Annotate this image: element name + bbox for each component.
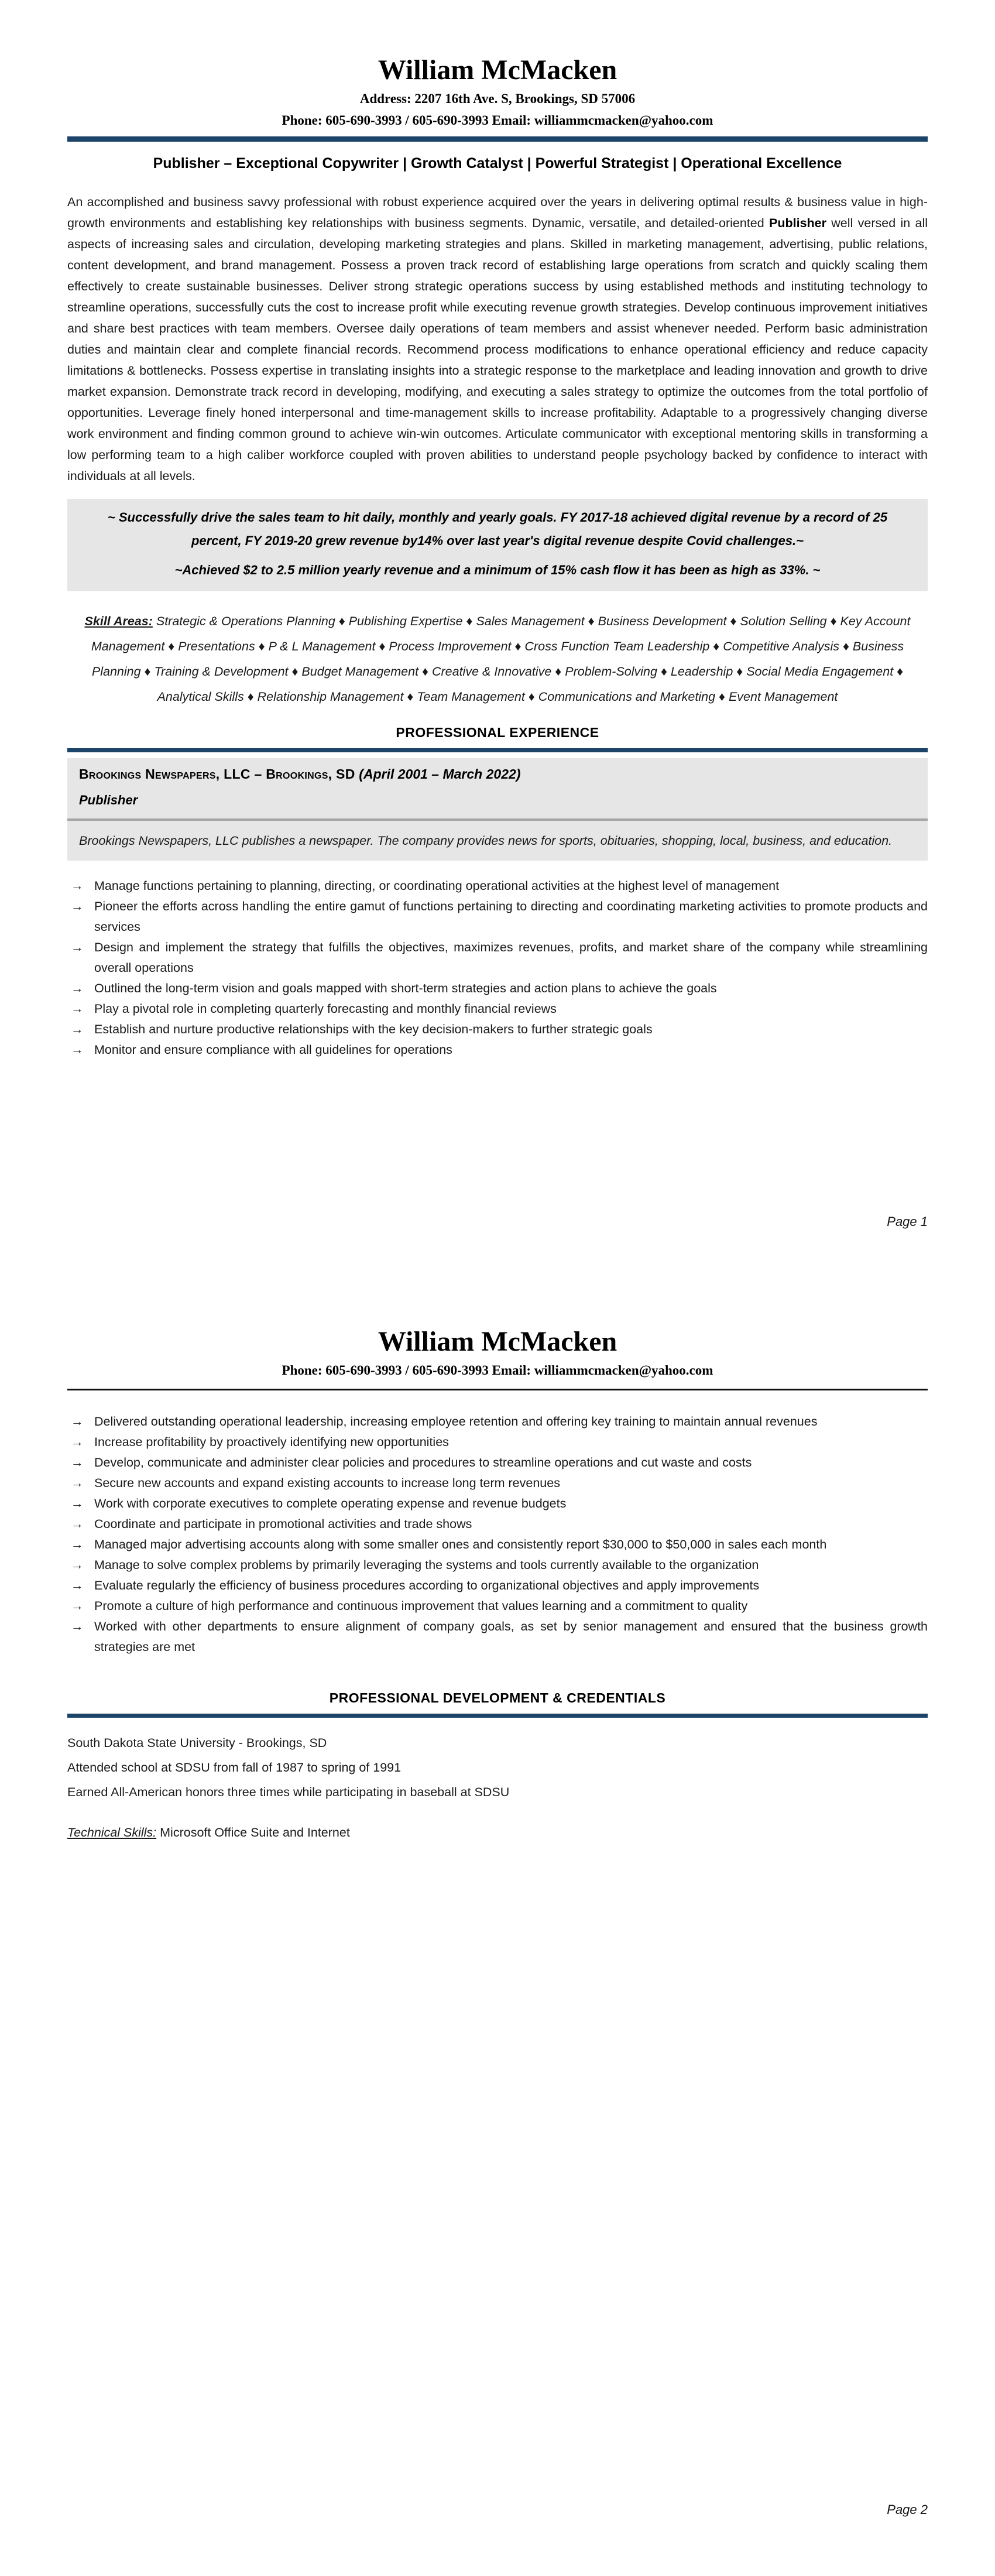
- contact-line: Phone: 605-690-3993 / 605-690-3993 Email: williammcmacken@yahoo.com: [282, 113, 713, 128]
- bullet-item: [67, 1514, 928, 1534]
- bullet-text: Play a pivotal role in completing quarterly forecasting and monthly financial reviews: [94, 1002, 557, 1016]
- achievement-line-2: ~Achieved $2 to 2.5 million yearly revenue and a minimum of 15% cash flow it has been as high as 33%. ~: [174, 563, 821, 578]
- resume-page-2: [0, 1288, 995, 2576]
- bullet-item: [67, 1432, 928, 1453]
- section-heading-experience: PROFESSIONAL EXPERIENCE: [396, 725, 599, 741]
- education-line: South Dakota State University - Brookings, SD: [67, 1736, 327, 1751]
- arrow-bullet-icon: →: [71, 940, 84, 955]
- bullet-item: [67, 1473, 928, 1493]
- education-lines: [67, 1731, 928, 1804]
- job-title: Publisher: [79, 793, 138, 808]
- experience-bullets-page2: [67, 1412, 928, 1657]
- bullet-item: [67, 1534, 928, 1555]
- page-number-footer: Page 2: [887, 2502, 928, 2517]
- bullet-text: Pioneer the efforts across handling the entire gamut of functions pertaining to directing and coordinating marketing activities to promote products and services: [94, 899, 928, 934]
- bullet-item: [67, 937, 928, 978]
- bullet-text: Promote a culture of high performance and continuous improvement that values learning and a commitment to quality: [94, 1599, 748, 1614]
- arrow-bullet-icon: →: [71, 981, 84, 996]
- company-name: Brookings Newspapers, LLC – Brookings, SD: [79, 766, 359, 782]
- bullet-text: Outlined the long-term vision and goals mapped with short-term strategies and action plans to achieve the goals: [94, 981, 717, 996]
- arrow-bullet-icon: →: [71, 1435, 84, 1450]
- bullet-item: [67, 896, 928, 937]
- bullet-text: Manage functions pertaining to planning, directing, or coordinating operational activities at the highest level of management: [94, 879, 780, 893]
- bullet-text: Design and implement the strategy that fulfills the objectives, maximizes revenues, profits, and market share of the company while streamlining overall operations: [94, 940, 928, 975]
- summary-text-suffix: well versed in all aspects of increasing sales and circulation, developing marketing strategies and plans. Skilled in marketing management, advertising, public relations, content development, and brand management. Possess a proven track record of establishing large operations from scratch and quickly scaling them effectively to create sustainable businesses. Deliver strong strategic operations success by using established methods and instituting technology to streamline operations, successfully cuts the cost to increase profit while executing revenue growth strategies. Develop continuous improvement initiatives and share best practices with team members. Oversee daily operations of team members and assist whenever needed. Perform basic administration duties and maintain clear and complete financial records. Recommend process modifications to enhance operational efficiency and reduce capacity limitations & bottlenecks. Possess expertise in translating insights into a strategic response to the marketplace and leading innovation and growth to drive market expansion. Demonstrate track record in developing, modifying, and executing a sales strategy to optimize the outcomes from the total portfolio of opportunities. Leverage finely honed interpersonal and time-management skills to increase profitability. Adaptable to a progressively changing diverse work environment and finding common ground to achieve win-win outcomes. Articulate communicator with exceptional mentoring skills in transforming a low performing team to a high caliber workforce coupled with proven abilities to understand people psychology backed by confidence to interact with individuals at all levels.: [67, 215, 928, 483]
- company-description: Brookings Newspapers, LLC publishes a newspaper. The company provides news for sports, obituaries, shopping, local, business, and education.: [79, 834, 893, 848]
- candidate-name: William McMacken: [378, 54, 617, 85]
- bullet-item: [67, 1555, 928, 1575]
- bullet-item: [67, 1575, 928, 1596]
- technical-skills-value: Microsoft Office Suite and Internet: [156, 1825, 350, 1840]
- bullet-item: [67, 1412, 928, 1432]
- bullet-text: Establish and nurture productive relationships with the key decision-makers to further strategic goals: [94, 1022, 653, 1037]
- bullet-item: [67, 999, 928, 1019]
- arrow-bullet-icon: →: [71, 1599, 84, 1614]
- skill-areas-list: Strategic & Operations Planning ♦ Publishing Expertise ♦ Sales Management ♦ Business Development ♦ Solution Selling ♦ Key Account Management ♦ Presentations ♦ P & L Management ♦ Process Improvement ♦ Cross Function Team Leadership ♦ Competitive Analysis ♦ Business Planning ♦ Training & Development ♦ Budget Management ♦ Creative & Innovative ♦ Problem-Solving ♦ Leadership ♦ Social Media Engagement ♦ Analytical Skills ♦ Relationship Management ♦ Team Management ♦ Communications and Marketing ♦ Event Management: [91, 614, 911, 704]
- summary-text-prefix: An accomplished and business savvy professional with robust experience acquired over the years in delivering optimal results & business value in high-growth environments and establishing key relationships with business segments. Dynamic, versatile, and detailed-oriented: [67, 194, 928, 230]
- bullet-text: Increase profitability by proactively identifying new opportunities: [94, 1435, 449, 1450]
- bullet-text: Evaluate regularly the efficiency of business procedures according to organizational objectives and apply improvements: [94, 1578, 760, 1593]
- candidate-name: William McMacken: [378, 1326, 617, 1357]
- bullet-item: [67, 1019, 928, 1040]
- bullet-text: Delivered outstanding operational leadership, increasing employee retention and offering key training to maintain annual revenues: [94, 1414, 818, 1429]
- address-line: Address: 2207 16th Ave. S, Brookings, SD 57006: [359, 91, 636, 107]
- arrow-bullet-icon: →: [71, 1619, 84, 1634]
- company-block-divider: [67, 818, 928, 821]
- experience-bullets-page1: [67, 876, 928, 1060]
- headline-title: Publisher – Exceptional Copywriter | Growth Catalyst | Powerful Strategist | Operational Excellence: [153, 155, 842, 172]
- arrow-bullet-icon: →: [71, 1414, 84, 1429]
- bullet-item: [67, 876, 928, 896]
- bullet-text: Secure new accounts and expand existing accounts to increase long term revenues: [94, 1476, 560, 1491]
- achievements-highlight-block: [67, 499, 928, 591]
- arrow-bullet-icon: →: [71, 1558, 84, 1573]
- page-number-footer: Page 1: [887, 1214, 928, 1229]
- arrow-bullet-icon: →: [71, 879, 84, 893]
- bullet-text: Coordinate and participate in promotional activities and trade shows: [94, 1517, 472, 1532]
- arrow-bullet-icon: →: [71, 1455, 84, 1470]
- header-divider-rule: [67, 136, 928, 142]
- bullet-item: [67, 978, 928, 999]
- header-divider-rule-thin: [67, 1389, 928, 1390]
- bullet-item: [67, 1493, 928, 1514]
- bullet-text: Managed major advertising accounts along with some smaller ones and consistently report $30,000 to $50,000 in sales each month: [94, 1537, 827, 1552]
- arrow-bullet-icon: →: [71, 1476, 84, 1491]
- bullet-text: Develop, communicate and administer clear policies and procedures to streamline operations and cut waste and costs: [94, 1455, 752, 1470]
- bullet-text: Worked with other departments to ensure alignment of company goals, as set by senior management and ensured that the business growth strategies are met: [94, 1619, 928, 1654]
- arrow-bullet-icon: →: [71, 1002, 84, 1016]
- bullet-text: Work with corporate executives to complete operating expense and revenue budgets: [94, 1496, 567, 1511]
- bullet-item: [67, 1616, 928, 1657]
- arrow-bullet-icon: →: [71, 1043, 84, 1057]
- arrow-bullet-icon: →: [71, 1578, 84, 1593]
- professional-summary: [67, 191, 928, 487]
- bullet-text: Monitor and ensure compliance with all guidelines for operations: [94, 1043, 452, 1057]
- summary-bold-publisher: Publisher: [769, 215, 826, 230]
- technical-skills-line: [67, 1825, 928, 1840]
- technical-skills-label: Technical Skills:: [67, 1825, 157, 1840]
- company-block: [67, 758, 928, 861]
- arrow-bullet-icon: →: [71, 1537, 84, 1552]
- section-heading-development: PROFESSIONAL DEVELOPMENT & CREDENTIALS: [329, 1690, 666, 1706]
- skill-areas-label: Skill Areas:: [84, 614, 153, 629]
- skill-areas: [67, 609, 928, 710]
- bullet-text: Manage to solve complex problems by primarily leveraging the systems and tools currently available to the organization: [94, 1558, 759, 1573]
- employment-dates: (April 2001 – March 2022): [359, 766, 521, 782]
- achievement-line-1: ~ Successfully drive the sales team to hit daily, monthly and yearly goals. FY 2017-18 achieved digital revenue by a record of 25 percent, FY 2019-20 grew revenue by14% over last year's digital revenue despite Covid challenges.~: [107, 510, 888, 549]
- arrow-bullet-icon: →: [71, 1022, 84, 1037]
- education-line: Earned All-American honors three times while participating in baseball at SDSU: [67, 1785, 510, 1800]
- experience-section-rule: [67, 748, 928, 752]
- contact-line: Phone: 605-690-3993 / 605-690-3993 Email: williammcmacken@yahoo.com: [282, 1363, 713, 1378]
- arrow-bullet-icon: →: [71, 1496, 84, 1511]
- bullet-item: [67, 1040, 928, 1060]
- bullet-item: [67, 1596, 928, 1616]
- education-line: Attended school at SDSU from fall of 1987 to spring of 1991: [67, 1760, 402, 1775]
- arrow-bullet-icon: →: [71, 1517, 84, 1532]
- bullet-item: [67, 1453, 928, 1473]
- arrow-bullet-icon: →: [71, 899, 84, 914]
- company-line: [79, 766, 916, 782]
- development-section-rule: [67, 1714, 928, 1718]
